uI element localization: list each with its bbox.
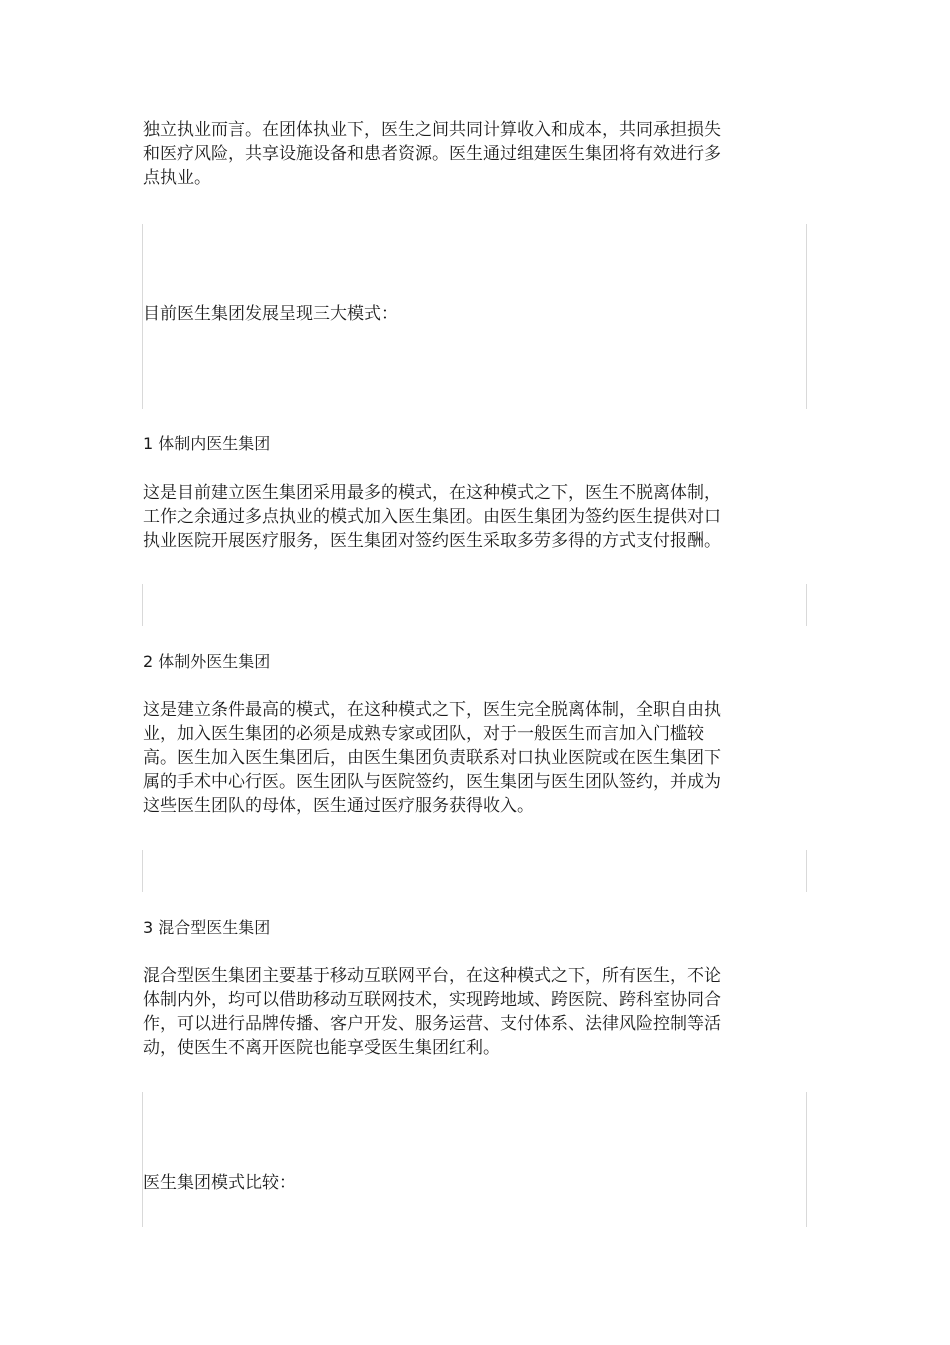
box-right-border (806, 224, 807, 409)
model1-line: 执业医院开展医疗服务，医生集团对签约医生采取多劳多得的方式支付报酬。 (143, 531, 721, 551)
box-left-border (142, 584, 143, 626)
model2-line: 属的手术中心行医。医生团队与医院签约，医生集团与医生团队签约，并成为 (143, 772, 721, 792)
box-left-border (142, 850, 143, 892)
model1-paragraph (143, 481, 763, 553)
model1-line: 这是目前建立医生集团采用最多的模式，在这种模式之下，医生不脱离体制， (143, 483, 721, 503)
model2-line: 业，加入医生集团的必须是成熟专家或团队，对于一般医生而言加入门槛较 (143, 724, 704, 744)
model2-line: 这些医生团队的母体，医生通过医疗服务获得收入。 (143, 796, 534, 816)
intro-line: 和医疗风险，共享设施设备和患者资源。医生通过组建医生集团将有效进行多 (143, 144, 721, 164)
model3-line: 混合型医生集团主要基于移动互联网平台，在这种模式之下，所有医生，不论 (143, 966, 721, 986)
intro-paragraph (143, 118, 763, 190)
model3-line: 作，可以进行品牌传播、客户开发、服务运营、支付体系、法律风险控制等活 (143, 1014, 721, 1034)
model3-line: 动，使医生不离开医院也能享受医生集团红利。 (143, 1038, 500, 1058)
model2-paragraph (143, 698, 763, 818)
model2-line: 高。医生加入医生集团后，由医生集团负责联系对口执业医院或在医生集团下 (143, 748, 721, 768)
box-right-border (806, 1092, 807, 1227)
model3-paragraph (143, 964, 763, 1060)
box-left-border (142, 1092, 143, 1227)
box-right-border (806, 850, 807, 892)
comparison-intro-text: 医生集团模式比较： (143, 1173, 296, 1193)
model2-heading: 2 体制外医生集团 (143, 652, 271, 671)
intro-line: 点执业。 (143, 168, 211, 188)
models-intro-text: 目前医生集团发展呈现三大模式： (143, 304, 398, 324)
model3-heading: 3 混合型医生集团 (143, 918, 271, 937)
box-right-border (806, 584, 807, 626)
model3-line: 体制内外，均可以借助移动互联网技术，实现跨地域、跨医院、跨科室协同合 (143, 990, 721, 1010)
model2-line: 这是建立条件最高的模式，在这种模式之下，医生完全脱离体制，全职自由执 (143, 700, 721, 720)
model1-line: 工作之余通过多点执业的模式加入医生集团。由医生集团为签约医生提供对口 (143, 507, 721, 527)
intro-line: 独立执业而言。在团体执业下，医生之间共同计算收入和成本，共同承担损失 (143, 120, 721, 140)
model1-heading: 1 体制内医生集团 (143, 434, 271, 453)
